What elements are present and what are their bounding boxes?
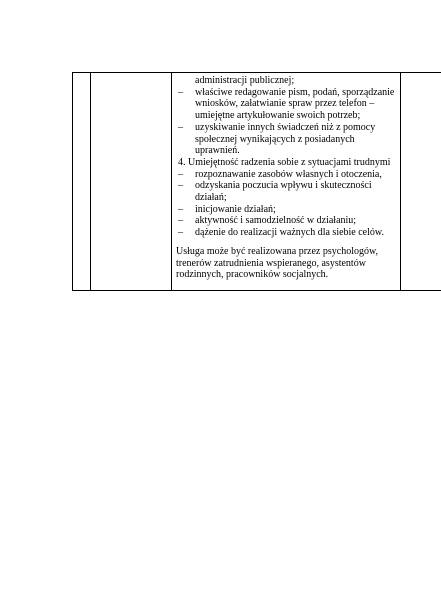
text-line: administracji publicznej; (195, 75, 295, 86)
dash-bullet: – (178, 86, 183, 98)
text-line (176, 87, 398, 99)
list-item-text: odzyskania poczucia wpływu i skuteczności (195, 180, 372, 192)
text-line: trenerów zatrudnienia wspieranego, asystentów (176, 257, 366, 269)
text-line: rodzinnych, pracowników socjalnych. (176, 269, 329, 281)
list-item (176, 87, 398, 122)
text-line: społecznej wynikających z posiadanych (195, 133, 355, 145)
dash-bullet: – (178, 168, 183, 180)
table-cell-content (176, 75, 398, 281)
list-item (176, 204, 398, 216)
dash-bullet: – (178, 227, 183, 239)
text-line (176, 204, 398, 216)
text-line (176, 122, 398, 134)
text-line (176, 215, 398, 227)
dash-bullet: – (178, 180, 183, 192)
list-item (176, 227, 398, 239)
text-line: uprawnień. (195, 145, 240, 157)
text-line (176, 227, 398, 239)
text-line: umiejętne artykułowanie swoich potrzeb; (195, 110, 361, 122)
text-line (176, 169, 398, 181)
text-line: działań; (195, 192, 227, 204)
table-column-divider-1 (90, 73, 91, 290)
table-column-divider-3 (400, 73, 401, 290)
list-item-text: uzyskiwanie innych świadczeń niż z pomocy (195, 121, 376, 133)
list-item (176, 215, 398, 227)
dash-bullet: – (178, 203, 183, 215)
section-heading: 4. Umiejętność radzenia sobie z sytuacjami trudnymi (178, 156, 391, 168)
dash-bullet: – (178, 121, 183, 133)
bullet-list-a (176, 87, 398, 157)
list-item-text: rozpoznawanie zasobów własnych i otoczenia, (195, 168, 382, 180)
dash-bullet: – (178, 215, 183, 227)
table-column-divider-2 (171, 73, 172, 290)
list-item (176, 122, 398, 157)
text-line: wniosków, załatwianie spraw przez telefon – (195, 98, 375, 110)
list-item-text: inicjowanie działań; (195, 203, 276, 215)
list-item-text: właściwe redagowanie pism, podań, sporządzanie (195, 86, 395, 98)
bullet-list-b (176, 169, 398, 239)
text-line: Usługa może być realizowana przez psychologów, (176, 245, 379, 257)
text-line (176, 180, 398, 192)
closing-paragraph (176, 246, 398, 281)
list-item-text: dążenie do realizacji ważnych dla siebie celów. (195, 227, 384, 239)
list-item-text: aktywność i samodzielność w działaniu; (195, 215, 357, 227)
table-border-left (72, 73, 73, 290)
list-item (176, 169, 398, 181)
list-item (176, 180, 398, 203)
